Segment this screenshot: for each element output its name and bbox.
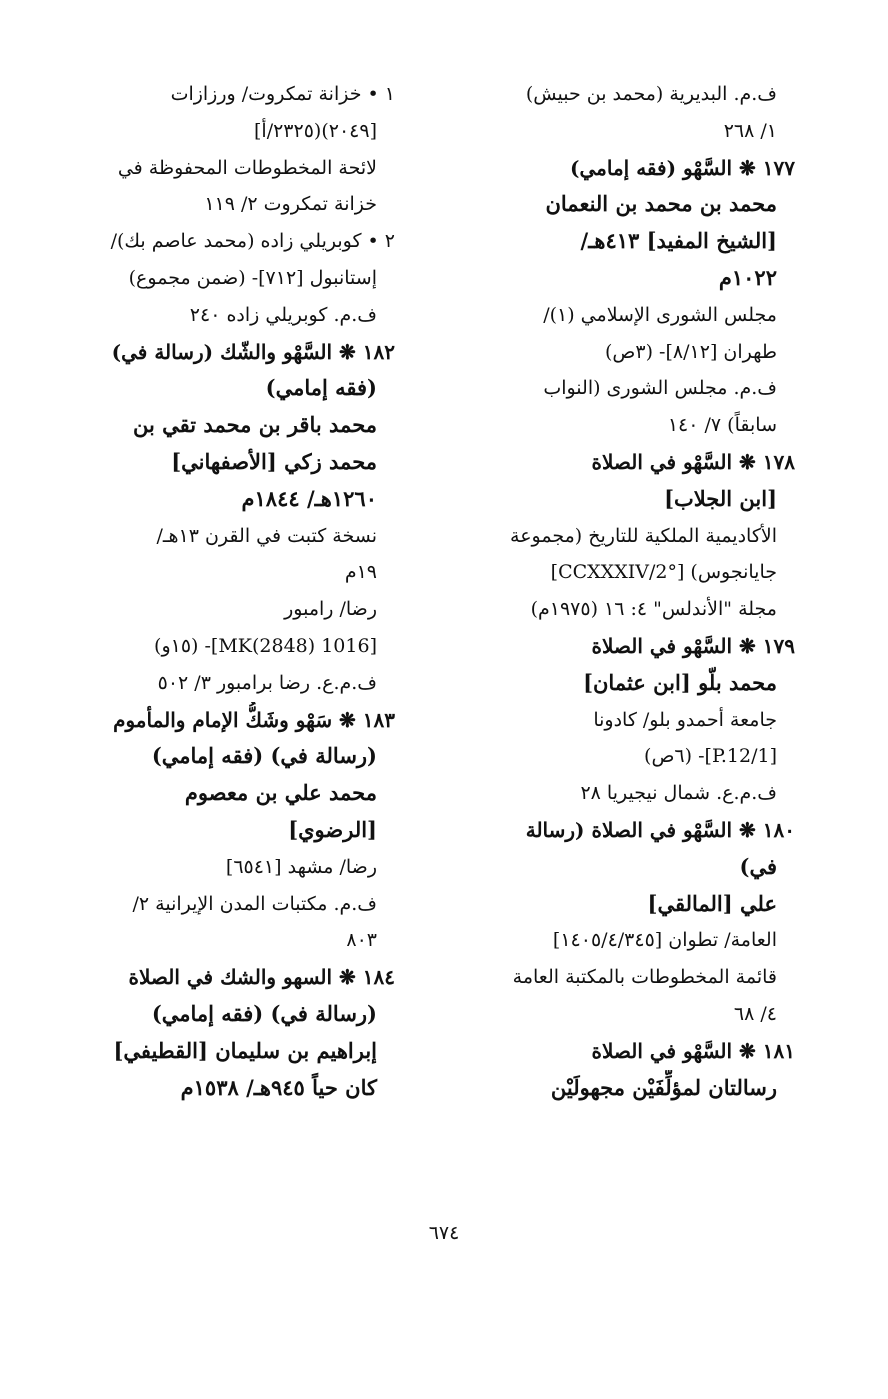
entry-heading: ١٧٨ ❋ السَّهْو في الصلاة (591, 449, 795, 474)
entry-author-line: علي [المالقي] (647, 890, 777, 916)
entry-line: جايانجوس) [CCXXXIV/2°] (550, 561, 777, 584)
entry-heading: ١٧٩ ❋ السَّهْو في الصلاة (591, 633, 795, 658)
entry-author-line: [الشيخ المفيد] ٤١٣هـ/ (580, 228, 777, 254)
entry-line: [P.12/1]- (٦ص) (644, 745, 777, 768)
entry-line: قائمة المخطوطات بالمكتبة العامة (512, 966, 777, 989)
entry-line: ١٩م (344, 561, 377, 584)
entry-author-line: في) (739, 853, 777, 879)
entry-author-line: [الرضوي] (288, 816, 377, 842)
entry-line: ف.م.ع. رضا برامبور ٣/ ٥٠٢ (157, 671, 377, 694)
entry-author-line: [ابن الجلاب] (664, 485, 777, 511)
entry-line: [٢٠٤٩)(٢٣٢٥/أ] (254, 119, 377, 142)
entry-author-line: ١٠٢٢م (718, 264, 777, 290)
entry-author-line: محمد باقر بن محمد تقي بن (133, 412, 377, 438)
entry-line: رضا/ رامبور (284, 598, 377, 621)
entry-author-line: محمد بن محمد بن النعمان (545, 191, 777, 217)
entry-heading: ١٨٢ ❋ السَّهْو والشّك (رسالة في) (111, 339, 395, 364)
entry-line: ف.م. مكتبات المدن الإيرانية ٢/ (132, 892, 377, 915)
entry-author-line: رسالتان لمؤلِّفَيْن مجهولَيْن (550, 1074, 777, 1100)
entry-line: سابقاً) ٧/ ١٤٠ (667, 414, 777, 437)
entry-line: ١ • خزانة تمكروت/ ورزازات (170, 83, 395, 105)
entry-line: ٢ • كوبريلي زاده (محمد عاصم بك)/ (110, 230, 395, 253)
entry-line: [1016 MK(2848)]- (١٥و) (154, 634, 377, 657)
entry-line: لائحة المخطوطات المحفوظة في (117, 156, 377, 179)
entry-line: رضا/ مشهد [٦٥٤١] (225, 855, 377, 878)
right-column (440, 76, 795, 1106)
entry-author-line: محمد بلّو [ابن عثمان] (583, 669, 777, 695)
entry-author-line: إبراهيم بن سليمان [القطيفي] (113, 1037, 377, 1063)
entry-heading: ١٨٤ ❋ السهو والشك في الصلاة (128, 965, 395, 990)
entry-line: جامعة أحمدو بلو/ كادونا (593, 708, 777, 731)
entry-line: الأكاديمية الملكية للتاريخ (مجموعة (510, 524, 777, 547)
entry-line: ف.م. مجلس الشورى (النواب (543, 377, 777, 400)
entry-line: إستانبول [٧١٢]- (ضمن مجموع) (128, 266, 377, 289)
entry-heading: ١٨٠ ❋ السَّهْو في الصلاة (رسالة (525, 817, 795, 842)
entry-line: ف.م. البديرية (محمد بن حبيش) (525, 83, 777, 105)
entry-author-line: محمد زكي [الأصفهاني] (171, 448, 377, 474)
entry-author-line: (رسالة في) (فقه إمامي) (151, 1000, 377, 1026)
entry-line: طهران [٨/١٢]- (٣ص) (605, 340, 777, 363)
entry-heading: ١٨٣ ❋ سَهْو وشَكُّ الإمام والمأموم (113, 707, 395, 732)
entry-author-line: محمد علي بن معصوم (184, 780, 377, 806)
entry-line: ٤/ ٦٨ (733, 1002, 777, 1025)
entry-author-line: كان حياً ٩٤٥هـ/ ١٥٣٨م (180, 1074, 377, 1100)
entry-line: ١/ ٢٦٨ (723, 119, 777, 142)
entry-author-line: (رسالة في) (فقه إمامي) (151, 743, 377, 769)
entry-line: مجلس الشورى الإسلامي (١)/ (543, 303, 777, 326)
entry-line: ف.م.ع. شمال نيجيريا ٢٨ (580, 782, 777, 805)
entry-heading: ١٨١ ❋ السَّهْو في الصلاة (591, 1038, 795, 1063)
entry-line: نسخة كتبت في القرن ١٣هـ/ (156, 524, 377, 547)
entry-line: ف.م. كوبريلي زاده ٢٤٠ (189, 303, 377, 326)
entry-line: خزانة تمكروت ٢/ ١١٩ (204, 193, 377, 216)
entry-heading: ١٧٧ ❋ السَّهْو (فقه إمامي) (570, 155, 795, 180)
entry-line: ٨٠٣ (346, 929, 377, 952)
page-number: ٦٧٤ (428, 1222, 460, 1244)
left-column (45, 76, 395, 1106)
entry-author-line: ١٢٦٠هـ/ ١٨٤٤م (241, 485, 377, 511)
entry-line: مجلة "الأندلس" ٤: ١٦ (١٩٧٥م) (530, 598, 777, 621)
entry-author-line: (فقه إمامي) (265, 375, 377, 401)
entry-line: العامة/ تطوان [١٤٠٥/٤/٣٤٥] (552, 929, 777, 952)
